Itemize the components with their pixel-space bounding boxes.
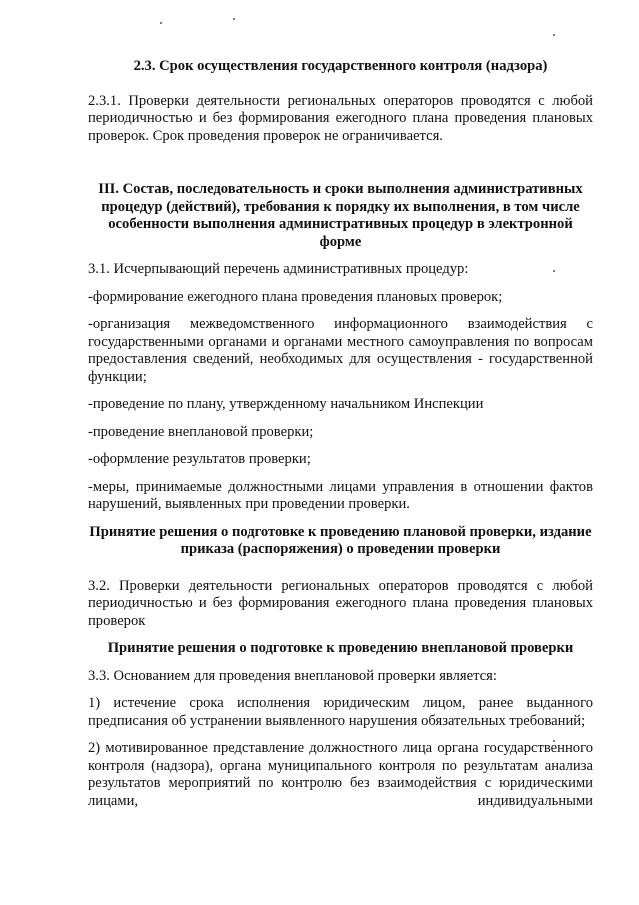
paragraph-2-3-1: 2.3.1. Проверки деятельности региональных операторов проводятся с любой периодичностью и без формирования ежегодного плана проведения плановых проверок. Срок проведения проверок не ограничивается. [88, 92, 593, 144]
scan-speck [553, 34, 555, 36]
paragraph-3-3: 3.3. Основанием для проведения внеплановой проверки является: [88, 667, 497, 684]
paragraph-3-3-item-1: 1) истечение срока исполнения юридическим лицом, ранее выданного предписания об устранении выявленного нарушения обязательных требований; [88, 695, 593, 729]
list-item-interagency: -организация межведомственного информационного взаимодействия с государственными органами и органами местного самоуправления по вопросам предоставления сведений, необходимых для осуществления - государственной функции; [88, 316, 593, 385]
unplanned-inspection-subheading: Принятие решения о подготовке к проведению внеплановой проверки [107, 640, 574, 656]
list-item-measures: -меры, принимаемые должностными лицами управления в отношении фактов нарушений, выявленных при проведении проверки. [88, 478, 593, 512]
scan-speck [233, 18, 235, 20]
paragraph-3-1: 3.1. Исчерпывающий перечень административных процедур: [88, 261, 469, 277]
list-item-results: -оформление результатов проверки; [88, 451, 311, 467]
section-3-heading: III. Состав, последовательность и сроки выполнения административных процедур (действий), требования к порядку их выполнения, в том числе особенности выполнения административных процедур в электронной форме [98, 181, 583, 250]
section-2-3-heading: 2.3. Срок осуществления государственного контроля (надзора) [133, 58, 548, 74]
list-item-planned-inspection: -проведение по плану, утвержденному начальником Инспекции [88, 396, 484, 412]
list-item-unplanned-inspection: -проведение внеплановой проверки; [88, 423, 314, 440]
paragraph-3-2: 3.2. Проверки деятельности региональных операторов проводятся с любой периодичностью и без формирования ежегодного плана проведения плановых проверок [88, 577, 593, 629]
document-page [88, 58, 593, 810]
paragraph-3-3-item-2: 2) мотивированное представление должностного лица органа государственного контроля (надзора), органа муниципального контроля по результатам анализа результатов мероприятий по контролю без взаимодействия с юридическими лицами, индивидуальными [88, 740, 593, 809]
planned-inspection-subheading: Принятие решения о подготовке к проведению плановой проверки, издание приказа (распоряжения) о проведении проверки [89, 523, 592, 557]
scan-speck [160, 22, 162, 24]
list-item-annual-plan: -формирование ежегодного плана проведения плановых проверок; [88, 288, 503, 305]
